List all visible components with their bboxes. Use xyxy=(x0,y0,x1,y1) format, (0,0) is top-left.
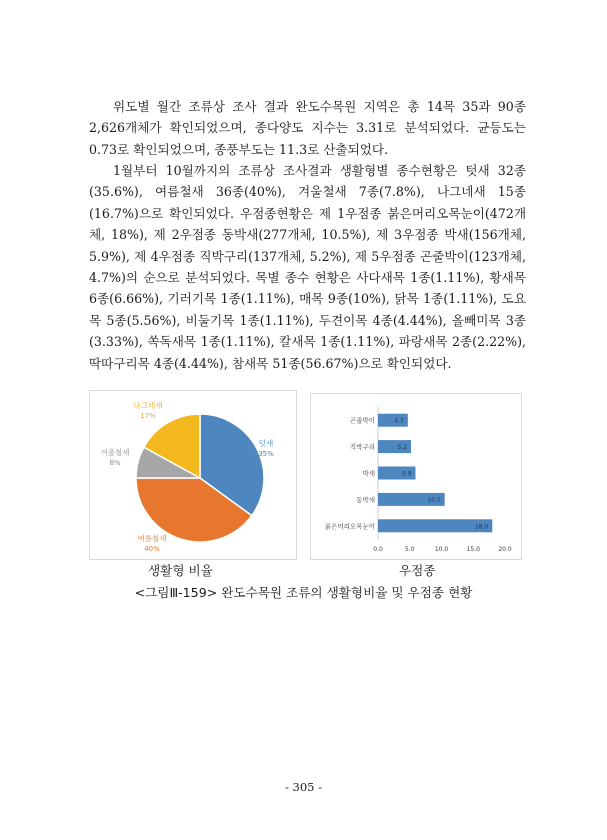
bar-category-label: 붉은머리오목눈이 xyxy=(324,522,375,531)
pie-percent-label: 40% xyxy=(144,545,160,553)
pie-percent-label: 35% xyxy=(258,450,274,458)
bar-x-tick-label: 10.0 xyxy=(434,546,449,553)
bar-value-label: 4.7 xyxy=(394,417,404,425)
bar-x-tick-label: 15.0 xyxy=(466,546,480,553)
pie-category-label: 텃새 xyxy=(258,439,274,448)
bar-category-label: 박새 xyxy=(362,469,375,478)
bar-value-label: 5.2 xyxy=(397,444,408,452)
bar-category-label: 동박새 xyxy=(356,495,375,504)
bar-value-label: 5.9 xyxy=(401,470,412,478)
pie-category-label: 겨울철새 xyxy=(100,448,130,457)
bar-subcaption: 우점종 xyxy=(399,563,436,578)
pie-percent-label: 17% xyxy=(140,412,156,420)
pie-subcaption: 생활형 비율 xyxy=(148,563,213,578)
bar-category-label: 곤줄박이 xyxy=(349,416,375,425)
paragraph-1: 위도별 월간 조류상 조사 결과 완도수목원 지역은 총 14목 35과 90종 2,626개체가 확인되었으며, 종다양도 지수는 3.31로 분석되었다. 균등도는 0.73로 확인되었으며, 종풍부도는 11.3로 산출되었다. xyxy=(89,99,526,157)
bar-value-label: 10.5 xyxy=(427,496,441,504)
pie-category-label: 여름철새 xyxy=(137,534,167,543)
bar-x-tick-label: 0.0 xyxy=(373,546,383,553)
pie-percent-label: 8% xyxy=(109,459,121,467)
page-number: - 305 - xyxy=(284,780,323,794)
bar-category-label: 직박구리 xyxy=(349,443,375,452)
bar-x-tick-label: 5.0 xyxy=(404,546,415,553)
paragraph-2: 1월부터 10월까지의 조류상 조사결과 생활형별 종수현황은 텃새 32종(35.6%), 여름철새 36종(40%), 겨울철새 7종(7.8%), 나그네새 15종(16.7%)으로 확인되었다. 우점종현황은 제 1우점종 붉은머리오목눈이(472개체, 18%), 제 2우점종 동박새(277개체, 10.5%), 제 3우점종 박새(156개체, 5.9%), 제 4우점종 직박구리(137개체, 5.2%), 제 5우점종 곤줄박이(123개체, 4.7%)의 순으로 분석되었다. 목별 종수 현황은 사다새목 1종(1.11%), 황새목 6종(6.66%), 기러기목 1종(1.11%), 매목 9종(10%), 닭목 1종(1.11%), 도요목 5종(5.56%), 비둘기목 1종(1.11%), 두견이목 4종(4.44%), 올빼미목 3종(3.33%), 쏙독새목 1종(1.11%), 칼새목 1종(1.11%), 파랑새목 2종(2.22%), 딱따구리목 4종(4.44%), 참새목 51종(56.67%)으로 확인되었다. xyxy=(89,163,526,371)
bar-value-label: 18.0 xyxy=(474,523,489,531)
pie-chart xyxy=(89,390,297,560)
bar-chart xyxy=(310,393,522,560)
pie-category-label: 나그네새 xyxy=(133,401,163,410)
figure-caption: <그림Ⅲ-159> 완도수목원 조류의 생활형비율 및 우점종 현황 xyxy=(134,585,473,600)
bar-x-tick-label: 20.0 xyxy=(498,546,512,553)
